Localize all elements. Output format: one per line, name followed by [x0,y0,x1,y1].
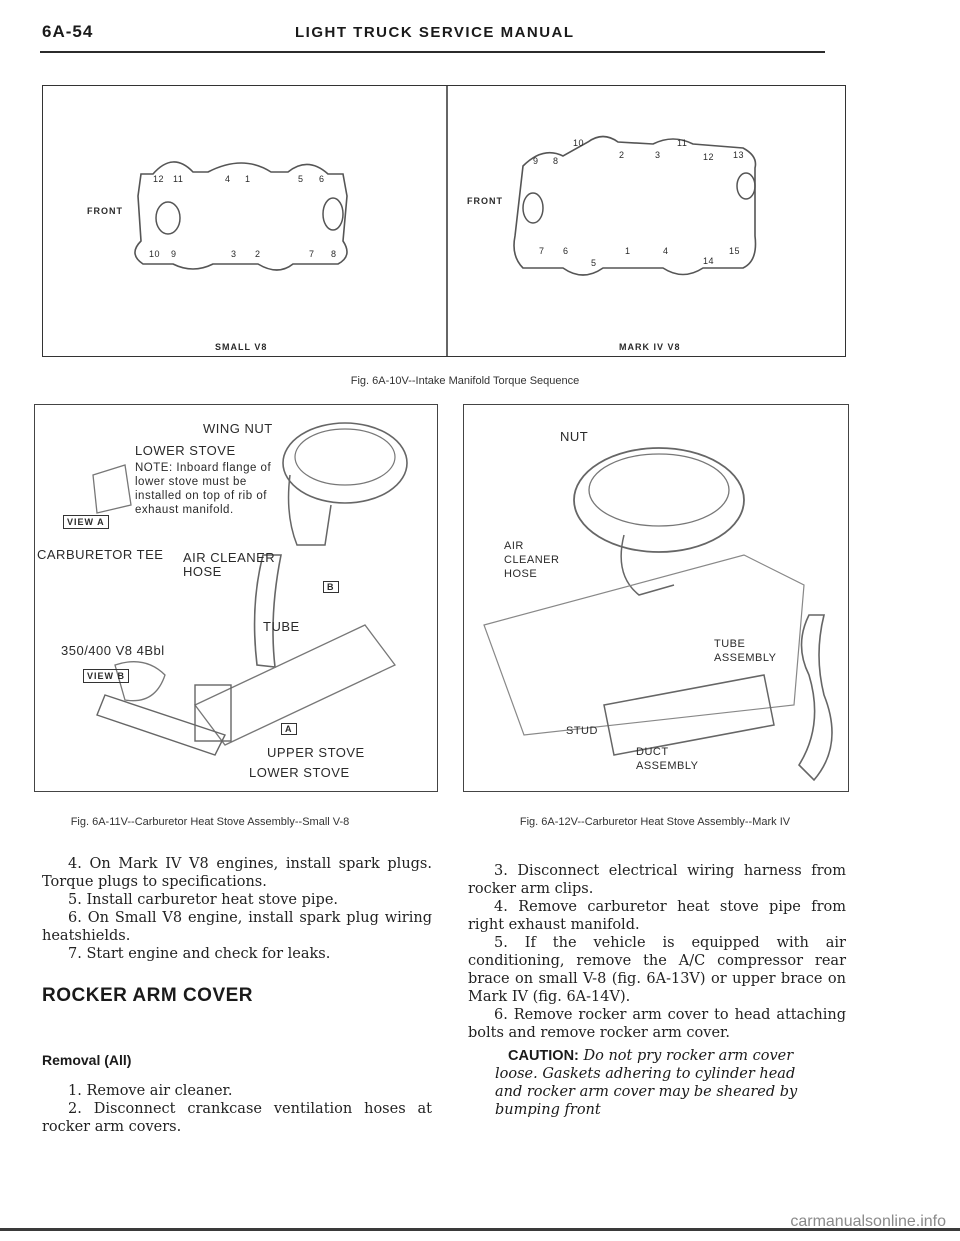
bolt-number: 6 [563,246,569,256]
bolt-number: 13 [733,150,745,160]
bolt-number: 1 [625,246,631,256]
bolt-number: 6 [319,174,325,184]
right-column [468,862,846,1042]
paragraph: 5. If the vehicle is equipped with air conditioning, remove the A/C compressor rear brace on small V-8 (fig. 6A-13V) or upper brace on Mark IV (fig. 6A-14V). [468,935,846,1005]
caution-text: Do not pry rocker arm cover loose. Gaskets adhering to cylinder head and rocker arm cover may be sheared by bumping front [495,1048,798,1118]
manual-title: LIGHT TRUCK SERVICE MANUAL [295,24,575,41]
engine-label: 350/400 V8 4Bbl [61,643,165,658]
mark-iv-v8-label: MARK IV V8 [619,342,681,352]
header-rule [40,51,825,53]
carburetor-tee-label: CARBURETOR TEE [37,547,164,562]
bolt-number: 7 [309,249,315,259]
figure-caption: Fig. 6A-11V--Carburetor Heat Stove Assembly--Small V-8 [70,816,350,828]
paragraph: 2. Disconnect crankcase ventilation hoses at rocker arm covers. [42,1101,432,1135]
bolt-number: 12 [153,174,165,184]
view-b-label: VIEW B [83,669,129,683]
figure-caption: Fig. 6A-10V--Intake Manifold Torque Sequence [350,375,580,387]
view-a-label: VIEW A [63,515,109,529]
bolt-number: 10 [573,138,585,148]
bolt-number: 4 [663,246,669,256]
left-column [42,855,432,963]
paragraph: 3. Disconnect electrical wiring harness from rocker arm clips. [468,863,846,897]
page-number: 6A-54 [42,22,94,41]
figure-intake-torque [42,85,846,357]
upper-stove-label: UPPER STOVE [267,745,365,760]
callout-a: A [281,723,297,735]
lower-stove-label: LOWER STOVE [135,443,236,458]
paragraph: 4. Remove carburetor heat stove pipe from right exhaust manifold. [468,899,846,933]
caution-label: CAUTION: [508,1048,579,1064]
figure-caption: Fig. 6A-12V--Carburetor Heat Stove Assembly--Mark IV [519,816,791,828]
small-v8-label: SMALL V8 [215,342,268,352]
tube-assembly-label: TUBE ASSEMBLY [714,638,777,664]
bolt-number: 9 [171,249,177,259]
paragraph: 4. On Mark IV V8 engines, install spark plugs. Torque plugs to specifications. [42,856,432,890]
bolt-number: 2 [619,150,625,160]
left-column-steps [42,1082,432,1136]
paragraph: 6. On Small V8 engine, install spark plug wiring heatshields. [42,910,432,944]
bolt-number: 3 [231,249,237,259]
note-text: NOTE: Inboard flange of lower stove must be installed on top of rib of exhaust manifold. [135,462,272,516]
watermark: carmanualsonline.info [790,1213,946,1230]
bolt-number: 10 [149,249,161,259]
front-label: FRONT [467,196,503,206]
front-label: FRONT [87,206,123,216]
bolt-number: 12 [703,152,715,162]
manifold-drawings [43,86,845,356]
bolt-number: 4 [225,174,231,184]
sub-heading: Removal (All) [42,1052,132,1068]
bolt-number: 11 [677,138,688,148]
bolt-number: 7 [539,246,545,256]
bolt-number: 5 [298,174,304,184]
paragraph: 1. Remove air cleaner. [68,1083,233,1099]
paragraph: 5. Install carburetor heat stove pipe. [68,892,339,908]
bolt-number: 8 [331,249,337,259]
bolt-number: 9 [533,156,539,166]
paragraph: 6. Remove rocker arm cover to head attaching bolts and remove rocker arm cover. [468,1007,846,1041]
wing-nut-label: WING NUT [203,421,273,436]
figure-small-v8-stove [34,404,438,792]
air-cleaner-hose-label: AIR CLEANER HOSE [183,550,276,579]
caution-note [495,1047,825,1119]
bolt-number: 11 [173,174,184,184]
bolt-number: 3 [655,150,661,160]
bolt-number: 2 [255,249,261,259]
paragraph: 7. Start engine and check for leaks. [68,946,331,962]
air-cleaner-hose-label: AIR CLEANER HOSE [504,540,560,580]
section-heading: ROCKER ARM COVER [42,985,254,1006]
nut-label: NUT [560,429,589,444]
bolt-number: 8 [553,156,559,166]
bolt-number: 5 [591,258,597,268]
callout-b: B [323,581,339,593]
mark-iv-stove-drawing [464,405,848,791]
bolt-number: 1 [245,174,251,184]
lower-stove-label-2: LOWER STOVE [249,765,350,780]
duct-assembly-label: DUCT ASSEMBLY [636,746,699,772]
figure-mark-iv-stove [463,404,849,792]
tube-label: TUBE [263,619,300,634]
stud-label: STUD [566,725,598,737]
bolt-number: 15 [729,246,741,256]
bolt-number: 14 [703,256,715,266]
